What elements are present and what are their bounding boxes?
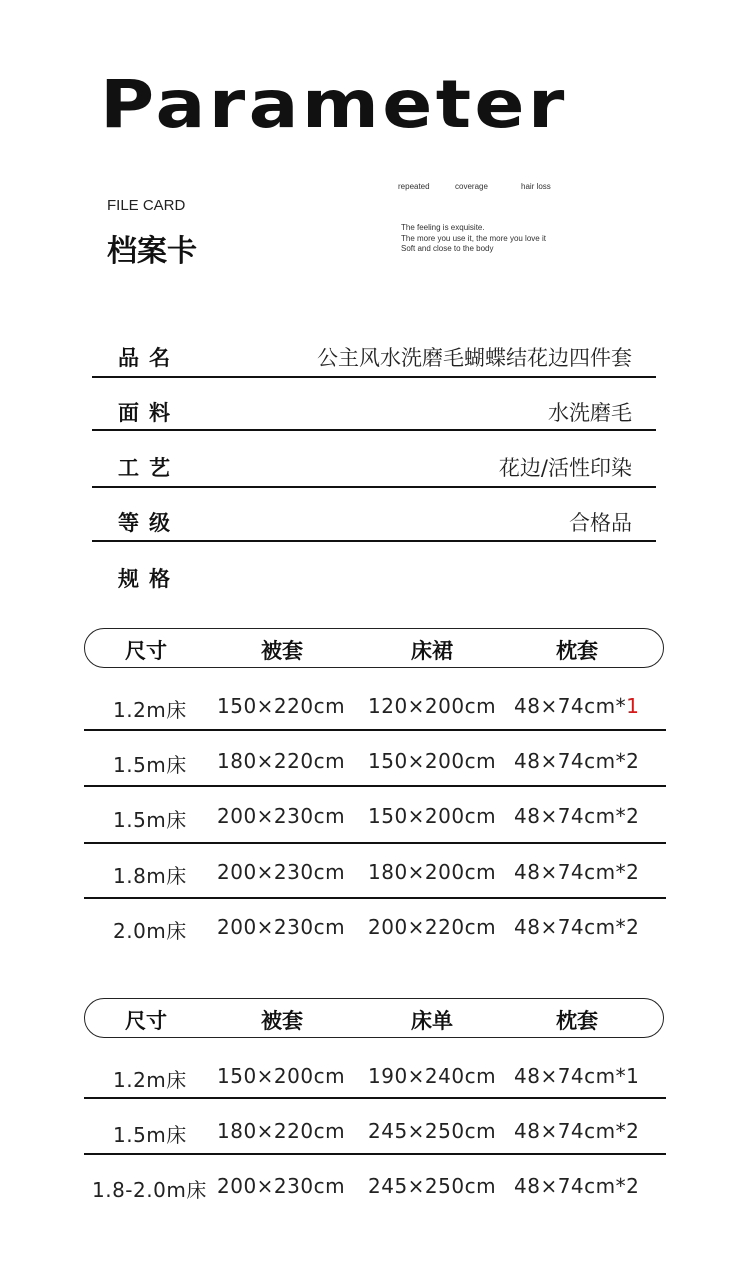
- cell-bed-size: 1.8-2.0m床: [92, 1178, 207, 1202]
- page-title: Parameter: [100, 66, 568, 143]
- divider: [84, 785, 666, 787]
- divider: [92, 376, 656, 378]
- spec-label: 面料: [118, 401, 180, 425]
- spec-row-size: [92, 559, 656, 599]
- cell-bed-sheet: 190×240cm: [368, 1064, 497, 1088]
- cell-bed-size: 2.0m床: [113, 919, 187, 943]
- header-size: 尺寸: [125, 1009, 167, 1033]
- cell-bed-skirt: 150×200cm: [368, 749, 497, 773]
- divider: [84, 1097, 666, 1099]
- description-line: The more you use it, the more you love it: [401, 233, 546, 243]
- header-size: 尺寸: [125, 639, 167, 663]
- divider: [84, 897, 666, 899]
- header-pillowcase: 枕套: [556, 1009, 598, 1033]
- cell-pillowcase: 48×74cm*2: [514, 860, 640, 884]
- cell-bed-skirt: 180×200cm: [368, 860, 497, 884]
- table-row: [84, 852, 666, 892]
- table-row: [84, 907, 666, 947]
- cell-bed-size: 1.2m床: [113, 1068, 187, 1092]
- spec-row-name: [92, 338, 656, 378]
- table-row: [84, 741, 666, 781]
- cell-pillowcase: 48×74cm*2: [514, 1119, 640, 1143]
- cell-duvet: 200×230cm: [217, 804, 346, 828]
- cell-bed-skirt: 120×200cm: [368, 694, 497, 718]
- spec-label: 工艺: [118, 456, 180, 480]
- spec-row-fabric: [92, 393, 656, 433]
- header-duvet: 被套: [261, 1009, 303, 1033]
- cell-pillowcase: 48×74cm*2: [514, 1174, 640, 1198]
- spec-value: 花边/活性印染: [498, 456, 632, 480]
- table1-header: [84, 628, 664, 668]
- cell-pillowcase: 48×74cm*2: [514, 915, 640, 939]
- cell-pillowcase: 48×74cm*2: [514, 804, 640, 828]
- cell-bed-size: 1.5m床: [113, 808, 187, 832]
- table-row: [84, 686, 666, 726]
- tag-repeated: repeated: [398, 182, 430, 191]
- cell-pillowcase-text: 48×74cm*: [514, 694, 627, 718]
- description: [401, 223, 546, 255]
- cell-bed-skirt: 200×220cm: [368, 915, 497, 939]
- cell-duvet: 180×220cm: [217, 749, 346, 773]
- spec-value: 公主风水洗磨毛蝴蝶结花边四件套: [317, 346, 632, 370]
- spec-label: 品名: [118, 346, 180, 370]
- spec-label: 等级: [118, 511, 180, 535]
- cell-duvet: 180×220cm: [217, 1119, 346, 1143]
- header-pillowcase: 枕套: [556, 639, 598, 663]
- tag-hair-loss: hair loss: [521, 182, 551, 191]
- cell-duvet: 150×220cm: [217, 694, 346, 718]
- cell-duvet: 200×230cm: [217, 860, 346, 884]
- header-bed-skirt: 床裙: [411, 639, 453, 663]
- description-line: The feeling is exquisite.: [401, 223, 485, 232]
- divider: [84, 842, 666, 844]
- cell-bed-size: 1.8m床: [113, 864, 187, 888]
- cell-bed-skirt: 150×200cm: [368, 804, 497, 828]
- divider: [84, 729, 666, 731]
- spec-label: 规格: [118, 567, 180, 591]
- file-card-title: 档案卡: [107, 234, 197, 269]
- divider: [84, 1153, 666, 1155]
- cell-duvet: 150×200cm: [217, 1064, 346, 1088]
- divider: [92, 486, 656, 488]
- cell-duvet: 200×230cm: [217, 915, 346, 939]
- cell-bed-sheet: 245×250cm: [368, 1174, 497, 1198]
- table2-header: [84, 998, 664, 1038]
- spec-value: 合格品: [569, 511, 632, 535]
- file-card-label: FILE CARD: [107, 197, 186, 214]
- cell-bed-sheet: 245×250cm: [368, 1119, 497, 1143]
- spec-row-grade: [92, 503, 656, 543]
- cell-bed-size: 1.5m床: [113, 1123, 187, 1147]
- table-row: [84, 1111, 666, 1151]
- description-line: Soft and close to the body: [401, 244, 494, 253]
- spec-value: 水洗磨毛: [548, 401, 632, 425]
- cell-duvet: 200×230cm: [217, 1174, 346, 1198]
- cell-bed-size: 1.2m床: [113, 698, 187, 722]
- spec-row-craft: [92, 448, 656, 488]
- header-bed-sheet: 床单: [411, 1009, 453, 1033]
- table-row: [84, 1056, 666, 1096]
- divider: [92, 429, 656, 431]
- cell-pillowcase-count: 1: [626, 694, 640, 718]
- header-duvet: 被套: [261, 639, 303, 663]
- cell-pillowcase: 48×74cm*2: [514, 749, 640, 773]
- table-row: [84, 1166, 666, 1206]
- cell-bed-size: 1.5m床: [113, 753, 187, 777]
- tag-coverage: coverage: [455, 182, 488, 191]
- cell-pillowcase: [514, 694, 639, 718]
- cell-pillowcase: 48×74cm*1: [514, 1064, 640, 1088]
- divider: [92, 540, 656, 542]
- table-row: [84, 796, 666, 836]
